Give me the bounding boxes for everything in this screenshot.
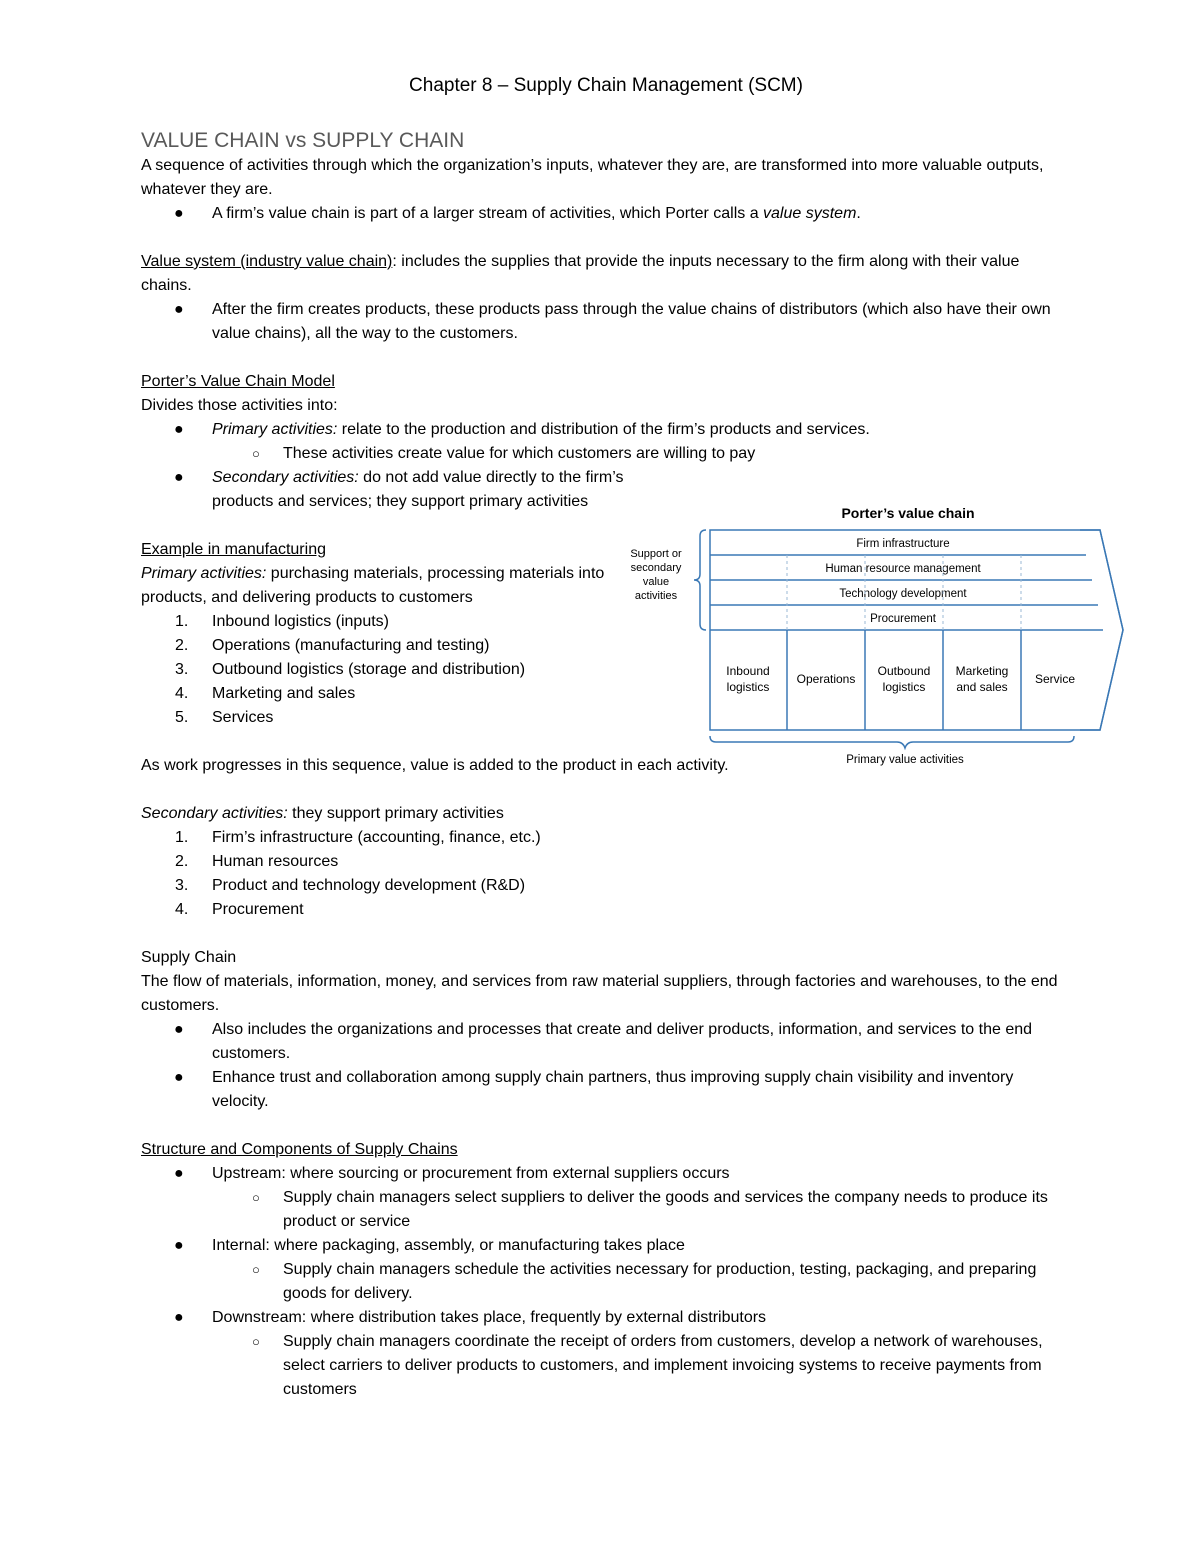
primary-cell-operations: Operations xyxy=(796,672,856,686)
circle-bullet-icon: ○ xyxy=(252,446,260,461)
list-item xyxy=(141,1018,1071,1066)
value-chain-bullet-post: . xyxy=(856,205,861,222)
list-item xyxy=(141,442,1071,466)
example-primary-text: purchasing materials, processing materials into products, and delivering products to customers xyxy=(141,565,605,606)
circle-bullet-icon: ○ xyxy=(252,1190,260,1205)
list-item xyxy=(141,1258,1071,1306)
list-item xyxy=(141,1234,1071,1258)
list-item xyxy=(141,418,1071,442)
support-label-line-3: value xyxy=(642,576,670,588)
secondary-activities-label: Secondary activities: xyxy=(212,469,359,486)
value-system-paragraph xyxy=(141,250,1071,298)
list-item: 2. Operations (manufacturing and testing) xyxy=(175,637,490,654)
value-chain-bullet-pre: A firm’s value chain is part of a larger stream of activities, which Porter calls a xyxy=(212,205,764,222)
circle-bullet-icon: ○ xyxy=(252,1334,260,1349)
list-item xyxy=(141,202,1071,226)
list-item xyxy=(141,1066,1071,1114)
list-item-text: Inbound logistics (inputs) xyxy=(212,613,389,630)
example-secondary-text: they support primary activities xyxy=(287,805,504,822)
list-item-text: Procurement xyxy=(212,901,304,918)
primary-brace xyxy=(710,736,1074,748)
list-item: 2. Human resources xyxy=(175,853,339,870)
primary-cell-marketing-1: Marketing xyxy=(955,664,1009,678)
list-item-text: Human resources xyxy=(212,853,339,870)
list-item-text: Supply chain managers schedule the activities necessary for production, testing, packaging, and preparing goods for delivery. xyxy=(283,1261,1037,1302)
primary-cell-inbound-1: Inbound xyxy=(726,664,770,678)
secondary-activities-text: do not add value directly to the firm’s products and services; they support primary activities xyxy=(212,469,624,510)
section-heading-value-vs-supply: VALUE CHAIN vs SUPPLY CHAIN xyxy=(141,129,465,152)
list-item-text: Also includes the organizations and processes that create and deliver products, information, and services to the end customers. xyxy=(212,1021,1033,1062)
list-item-text: Internal: where packaging, assembly, or manufacturing takes place xyxy=(212,1237,685,1254)
list-item-text: Firm’s infrastructure (accounting, finance, etc.) xyxy=(212,829,541,846)
primary-activities-sub: These activities create value for which customers are willing to pay xyxy=(283,445,756,462)
primary-cell-outbound-1: Outbound xyxy=(877,664,931,678)
example-primary-label: Primary activities: xyxy=(141,565,267,582)
porter-model-heading: Porter’s Value Chain Model xyxy=(141,373,335,390)
support-label-line-1: Support or xyxy=(630,548,682,560)
support-row-technology: Technology development xyxy=(839,588,967,600)
bullet-icon: ● xyxy=(174,1237,184,1254)
structure-heading: Structure and Components of Supply Chains xyxy=(141,1141,458,1158)
list-item-text: Operations (manufacturing and testing) xyxy=(212,637,490,654)
list-item-text: Supply chain managers coordinate the receipt of orders from customers, develop a network of warehouses, select carriers to deliver products to customers, and implement invoicing systems to receive payments from customers xyxy=(283,1333,1043,1398)
list-item xyxy=(141,1186,1071,1234)
circle-bullet-icon: ○ xyxy=(252,1262,260,1277)
list-item-text: Marketing and sales xyxy=(212,685,356,702)
support-label-line-4: activities xyxy=(634,590,678,602)
support-label-line-2: secondary xyxy=(630,562,682,574)
list-item xyxy=(141,298,1071,346)
list-item: 4. Marketing and sales xyxy=(175,685,356,702)
support-brace xyxy=(694,530,706,630)
example-secondary-label: Secondary activities: xyxy=(141,805,288,822)
support-row-human-resource: Human resource management xyxy=(825,563,981,575)
bullet-icon: ● xyxy=(174,1069,184,1086)
list-item: 3. Outbound logistics (storage and distribution) xyxy=(175,661,526,678)
primary-cell-outbound-2: logistics xyxy=(882,680,926,694)
list-item-text: Outbound logistics (storage and distribution) xyxy=(212,661,526,678)
bullet-icon: ● xyxy=(174,469,184,486)
porters-value-chain-diagram xyxy=(620,500,1130,772)
bullet-icon: ● xyxy=(174,1021,184,1038)
list-item: 1. Firm’s infrastructure (accounting, finance, etc.) xyxy=(175,829,541,846)
primary-activities-text: relate to the production and distribution of the firm’s products and services. xyxy=(337,421,870,438)
diagram-title: Porter’s value chain xyxy=(841,505,975,521)
support-row-procurement: Procurement xyxy=(870,613,936,625)
example-primary-paragraph xyxy=(141,562,611,610)
secondary-activities-list xyxy=(141,826,1071,922)
list-item: 3. Product and technology development (R&D) xyxy=(175,877,526,894)
bullet-icon: ● xyxy=(174,1309,184,1326)
list-item-text: Upstream: where sourcing or procurement from external suppliers occurs xyxy=(212,1165,730,1182)
list-item xyxy=(141,466,682,514)
progress-note: As work progresses in this sequence, value is added to the product in each activity. xyxy=(141,757,729,774)
list-item-text: Enhance trust and collaboration among supply chain partners, thus improving supply chain visibility and inventory velocity. xyxy=(212,1069,1014,1110)
primary-value-activities-label: Primary value activities xyxy=(846,754,964,766)
list-item: 5. Services xyxy=(175,709,274,726)
value-chain-definition: A sequence of activities through which the organization’s inputs, whatever they are, are transformed into more valuable outputs, whatever they are. xyxy=(141,157,1044,198)
value-system-text: : includes the supplies that provide the inputs necessary to the firm along with their value chains. xyxy=(141,253,1020,294)
supply-chain-definition: The flow of materials, information, money, and services from raw material suppliers, through factories and warehouses, to the end customers. xyxy=(141,973,1058,1014)
support-row-firm-infrastructure: Firm infrastructure xyxy=(856,538,950,550)
bullet-icon: ● xyxy=(174,1165,184,1182)
primary-cell-inbound-2: logistics xyxy=(726,680,770,694)
value-system-label: Value system (industry value chain) xyxy=(141,253,393,270)
primary-cell-marketing-2: and sales xyxy=(956,680,1008,694)
list-item-text: Downstream: where distribution takes place, frequently by external distributors xyxy=(212,1309,767,1326)
bullet-icon: ● xyxy=(174,421,184,438)
list-item-text: Product and technology development (R&D) xyxy=(212,877,526,894)
list-item xyxy=(141,1306,1071,1330)
primary-cell-service: Service xyxy=(1034,672,1076,686)
example-heading: Example in manufacturing xyxy=(141,541,326,558)
value-system-bullet: After the firm creates products, these products pass through the value chains of distributors (which also have their own value chains), all the way to the customers. xyxy=(212,301,1051,342)
list-item-text: Supply chain managers select suppliers to deliver the goods and services the company needs to produce its product or service xyxy=(283,1189,1048,1230)
porter-model-intro: Divides those activities into: xyxy=(141,397,338,414)
example-secondary-paragraph xyxy=(141,802,1071,826)
list-item: 4. Procurement xyxy=(175,901,304,918)
bullet-icon: ● xyxy=(174,205,184,222)
primary-activities-label: Primary activities: xyxy=(212,421,338,438)
supply-chain-heading: Supply Chain xyxy=(141,949,237,966)
list-item-text: Services xyxy=(212,709,274,726)
list-item: 1. Inbound logistics (inputs) xyxy=(175,613,389,630)
value-system-term: value system xyxy=(763,205,857,222)
page-title: Chapter 8 – Supply Chain Management (SCM) xyxy=(409,75,803,96)
list-item xyxy=(141,1330,1071,1402)
list-item xyxy=(141,1162,1071,1186)
bullet-icon: ● xyxy=(174,301,184,318)
